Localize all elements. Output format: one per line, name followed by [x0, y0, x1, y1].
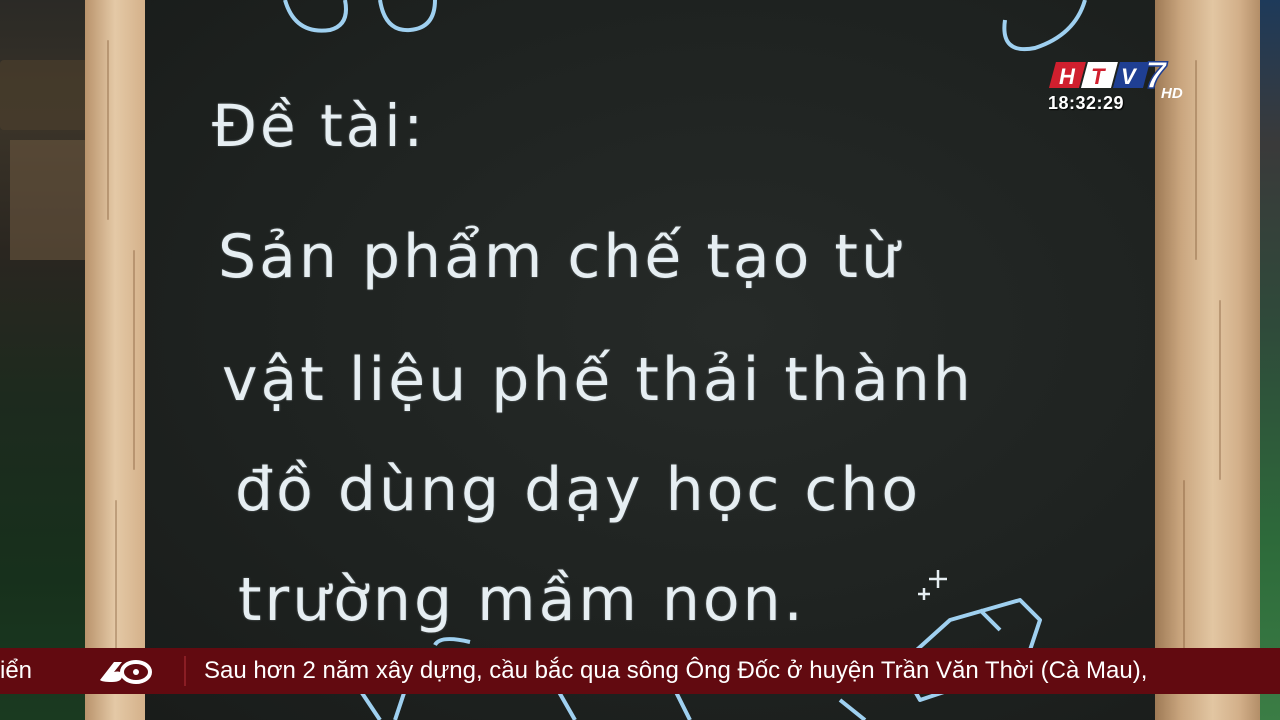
news-ticker	[0, 648, 1280, 694]
chalk-doodle-top	[270, 0, 450, 40]
logo-letter-h: H	[1059, 64, 1075, 89]
logo-digit-7: 7	[1145, 58, 1167, 97]
ticker-divider	[184, 656, 186, 686]
chalk-doodle-top-right	[990, 0, 1100, 60]
chalk-doodle-recycled-items	[340, 570, 1060, 720]
ticker-previous-fragment: iển	[0, 657, 33, 684]
background-box	[10, 140, 95, 260]
board-line-2: vật liệu phế thải thành	[222, 345, 974, 415]
board-frame-right	[1155, 0, 1260, 720]
htv-60-icon	[92, 648, 162, 694]
board-line-4: trường mầm non.	[238, 565, 806, 635]
board-line-3: đồ dùng dạy học cho	[235, 455, 922, 525]
logo-hd: HD	[1161, 85, 1183, 100]
board-line-topic: Đề tài:	[212, 92, 427, 160]
logo-letter-t: T	[1091, 64, 1105, 89]
logo-letter-v: V	[1121, 64, 1136, 89]
board-line-1: Sản phẩm chế tạo từ	[218, 222, 902, 292]
ticker-headline: Sau hơn 2 năm xây dựng, cầu bắc qua sông Ông Đốc ở huyện Trần Văn Thời (Cà Mau),	[204, 657, 1148, 684]
broadcast-clock: 18:32:29	[1048, 93, 1125, 113]
